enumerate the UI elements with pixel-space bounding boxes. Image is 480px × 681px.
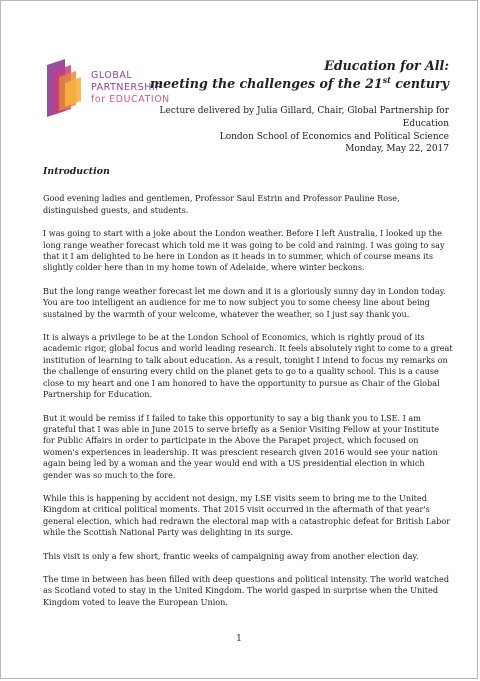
paragraph: This visit is only a few short, frantic weeks of campaigning away from another election day. [43, 550, 419, 561]
title-line-1: Education for All: [324, 58, 449, 73]
paragraph: While this is happening by accident not design, my LSE visits seem to bring me to the United Kingdom at critical political moments. That 2015 visit occurred in the aftermath of that year's general election, which had redrawn the electoral map with a catastrophic defeat for British Labor while the Scottish National Party was delighting in its surge. [43, 492, 451, 538]
lecture-venue: London School of Economics and Political Science [219, 131, 449, 142]
lecture-info [149, 105, 449, 156]
section-heading: Introduction [43, 166, 110, 177]
document-body [43, 166, 453, 620]
title-superscript: st [382, 74, 391, 85]
logo-line-education: for EDUCATION [91, 94, 170, 105]
title-line-2-text: meeting the challenges of the 21 [149, 76, 383, 91]
title-block [149, 57, 449, 156]
lecture-line-2: Education [402, 118, 449, 129]
lecture-date: Monday, May 22, 2017 [345, 144, 449, 155]
logo-line-partnership: PARTNERSHIP [91, 82, 162, 93]
page-number: 1 [236, 634, 242, 644]
paragraph: But it would be remiss if I failed to take this opportunity to say a big thank you to LSE. I am grateful that I was able in June 2015 to serve briefly as a Senior Visiting Fellow at your Institute for Public Affairs in order to participate in the Above the Parapet project, which focused on women's experiences in leadership. It was prescient research given 2016 would see your nation again being led by a woman and the year would end with a US presidential election in which gender was so much to the fore. [43, 412, 440, 480]
paragraph: Good evening ladies and gentlemen, Professor Saul Estrin and Professor Pauline Rose, distinguished guests, and students. [43, 193, 400, 215]
gpe-logo-mark-icon [43, 59, 85, 119]
paragraph: I was going to start with a joke about the London weather. Before I left Australia, I looked up the long range weather forecast which told me it was going to be cold and raining. I was going to say that it I am delighted to be here in London as it heads in to summer, which of course means its slightly colder here than in my home town of Adelaide, where winter beckons. [43, 228, 445, 273]
paragraph: But the long range weather forecast let me down and it is a gloriously sunny day in London today. You are too intelligent an audience for me to now subject you to some cheesy line about being sustained by the warmth of your welcome, whatever the weather, so I just say thank you. [43, 285, 446, 319]
document-title [149, 57, 449, 93]
paragraph: It is always a privilege to be at the London School of Economics, which is rightly proud of its academic rigor, global focus and world leading research. It feels absolutely right to come to a great institution of learning to talk about education. As a result, tonight I intend to focus my remarks on the challenge of ensuring every child on the planet gets to go to a quality school. This is a cause close to my heart and one I am honored to have the opportunity to pursue as Chair of the Global Partnership for Education. [43, 332, 453, 400]
title-line-2-end: century [390, 76, 449, 91]
title-line-2 [149, 75, 449, 93]
paragraph: The time in between has been filled with deep questions and political intensity. The world watched as Scotland voted to stay in the United Kingdom. The world gasped in surprise when the United Kingdom voted to leave the European Union. [43, 573, 450, 607]
lecture-line-1: Lecture delivered by Julia Gillard, Chair, Global Partnership for [159, 106, 449, 116]
logo-line-global: GLOBAL [91, 70, 133, 81]
